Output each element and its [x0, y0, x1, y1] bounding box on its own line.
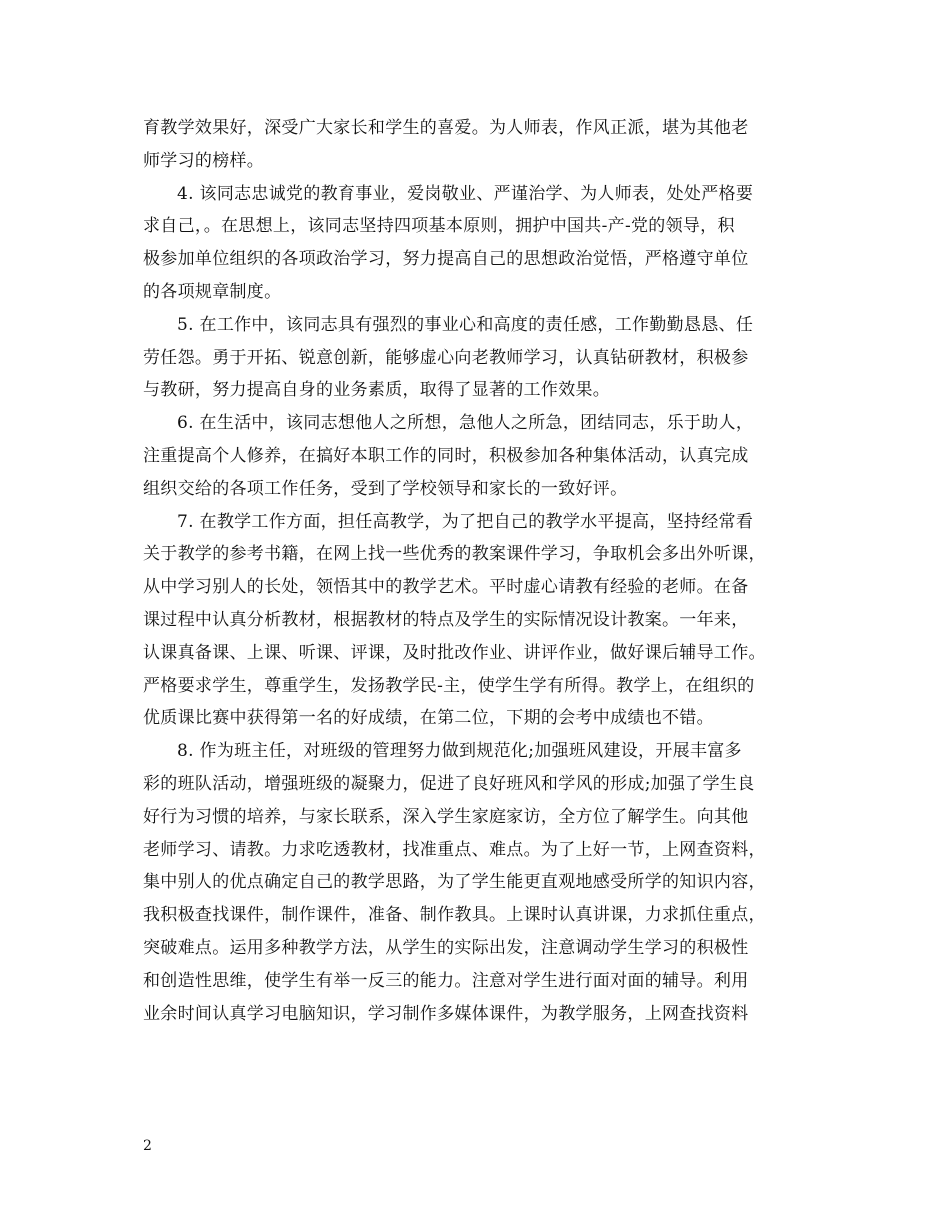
paragraph-5-start: 5. 在工作中，该同志具有强烈的事业心和高度的责任感，工作勤勤恳恳、任: [177, 314, 754, 335]
text-line: 注重提高个人修养，在搞好本职工作的同时，积极参加各种集体活动，认真完成: [143, 445, 749, 466]
text-line: 业余时间认真学习电脑知识，学习制作多媒体课件，为教学服务，上网查找资料: [143, 1003, 749, 1024]
text-line: 组织交给的各项工作任务，受到了学校领导和家长的一致好评。: [143, 478, 628, 499]
text-line: 突破难点。运用多种教学方法，从学生的实际出发，注意调动学生学习的积极性: [143, 937, 749, 958]
paragraph-7-start: 7. 在教学工作方面，担任高教学，为了把自己的教学水平提高，坚持经常看: [177, 511, 754, 532]
text-line: 我积极查找课件，制作课件，准备、制作教具。上课时认真讲课，力求抓住重点，: [143, 905, 766, 926]
text-line: 的各项规章制度。: [143, 281, 282, 302]
text-line: 集中别人的优点确定自己的教学思路，为了学生能更直观地感受所学的知识内容，: [143, 872, 766, 893]
text-line: 育教学效果好，深受广大家长和学生的喜爱。为人师表，作风正派，堪为其他老: [143, 118, 749, 138]
text-line: 关于教学的参考书籍，在网上找一些优秀的教案课件学习，争取机会多出外听课，: [143, 544, 766, 565]
text-line: 彩的班队活动，增强班级的凝聚力，促进了良好班风和学风的形成;加强了学生良: [143, 773, 755, 794]
text-line: 老师学习、请教。力求吃透教材，找准重点、难点。为了上好一节，上网查资料，: [143, 839, 766, 860]
body-text: [143, 112, 827, 1030]
text-line: 好行为习惯的培养，与家长联系，深入学生家庭家访，全方位了解学生。向其他: [143, 806, 749, 827]
text-line: 严格要求学生，尊重学生，发扬教学民-主，使学生学有所得。教学上，在组织的: [143, 675, 755, 696]
page-number: 2: [143, 1138, 152, 1154]
text-line: 师学习的榜样。: [143, 150, 265, 171]
text-line: 与教研，努力提高自身的业务素质，取得了显著的工作效果。: [143, 380, 611, 401]
text-line: 和创造性思维，使学生有举一反三的能力。注意对学生进行面对面的辅导。利用: [143, 970, 749, 991]
text-line: 极参加单位组织的各项政治学习，努力提高自己的思想政治觉悟，严格遵守单位: [143, 249, 749, 270]
paragraph-4-start: 4. 该同志忠诚党的教育事业，爱岗敬业、严谨治学、为人师表，处处严格要: [177, 183, 754, 204]
text-line: 劳任怨。勇于开拓、锐意创新，能够虚心向老教师学习，认真钻研教材，积极参: [143, 347, 749, 368]
text-line: 认课真备课、上课、听课、评课，及时批改作业、讲评作业，做好课后辅导工作。: [143, 642, 766, 663]
text-line: 课过程中认真分析教材，根据教材的特点及学生的实际情况设计教案。一年来，: [143, 609, 749, 630]
paragraph-8-start: 8. 作为班主任，对班级的管理努力做到规范化;加强班风建设，开展丰富多: [177, 741, 742, 762]
paragraph-6-start: 6. 在生活中，该同志想他人之所想，急他人之所急，团结同志，乐于助人，: [177, 413, 754, 434]
text-line: 优质课比赛中获得第一名的好成绩，在第二位，下期的会考中成绩也不错。: [143, 708, 714, 729]
text-line: 从中学习别人的长处，领悟其中的教学艺术。平时虚心请教有经验的老师。在备: [143, 577, 749, 598]
text-line: 求自己，。在思想上，该同志坚持四项基本原则，拥护中国共-产-党的领导，积: [143, 216, 735, 237]
